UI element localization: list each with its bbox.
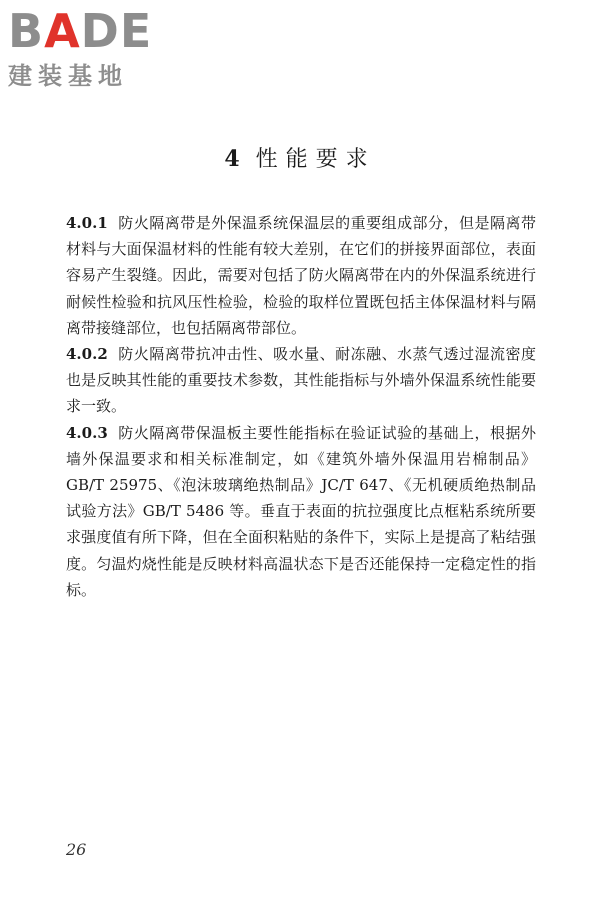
clause-4-0-2 bbox=[66, 341, 536, 420]
clause-text: 防火隔离带抗冲击性、吸水量、耐冻融、水蒸气透过湿流密度也是反映其性能的重要技术参数，其性能指标与外墙外保温系统性能要求一致。 bbox=[66, 345, 536, 416]
clause-text: 防火隔离带保温板主要性能指标在验证试验的基础上，根据外墙外保温要求和相关标准制定，如《建筑外墙外保温用岩棉制品》GB/T 25975、《泡沫玻璃绝热制品》JC/T 647、《无机硬质绝热制品试验方法》GB/T 5486 等。垂直于表面的抗拉强度比点框粘系统所要求强度值有所下降，但在全面积粘贴的条件下，实际上是提高了粘结强度。匀温灼烧性能是反映材料高温状态下是否还能保持一定稳定性的指标。 bbox=[66, 423, 536, 599]
logo-letter-a-accent: A bbox=[44, 4, 81, 58]
chapter-title bbox=[0, 144, 600, 175]
clause-text: 防火隔离带是外保温系统保温层的重要组成部分，但是隔离带材料与大面保温材料的性能有较大差别，在它们的拼接界面部位，表面容易产生裂缝。因此，需要对包括了防火隔离带在内的外保温系统进行耐候性检验和抗风压性检验，检验的取样位置既包括主体保温材料与隔离带接缝部位，也包括隔离带部位。 bbox=[66, 214, 536, 337]
clause-number: 4.0.2 bbox=[66, 345, 108, 364]
clause-number: 4.0.3 bbox=[66, 423, 108, 442]
logo-letter-b: B bbox=[8, 4, 45, 58]
chapter-number: 4 bbox=[224, 146, 242, 172]
bade-logo bbox=[8, 4, 178, 94]
clause-4-0-3 bbox=[66, 420, 536, 603]
logo-letters-de: DE bbox=[80, 4, 153, 58]
clause-4-0-1 bbox=[66, 210, 536, 341]
page-number: 26 bbox=[66, 840, 87, 859]
clause-list bbox=[66, 210, 536, 603]
logo-subtitle: 建装基地 bbox=[8, 62, 128, 90]
logo-wordmark bbox=[8, 4, 152, 58]
chapter-title-text: 性能要求 bbox=[255, 147, 376, 172]
clause-number: 4.0.1 bbox=[66, 214, 108, 232]
